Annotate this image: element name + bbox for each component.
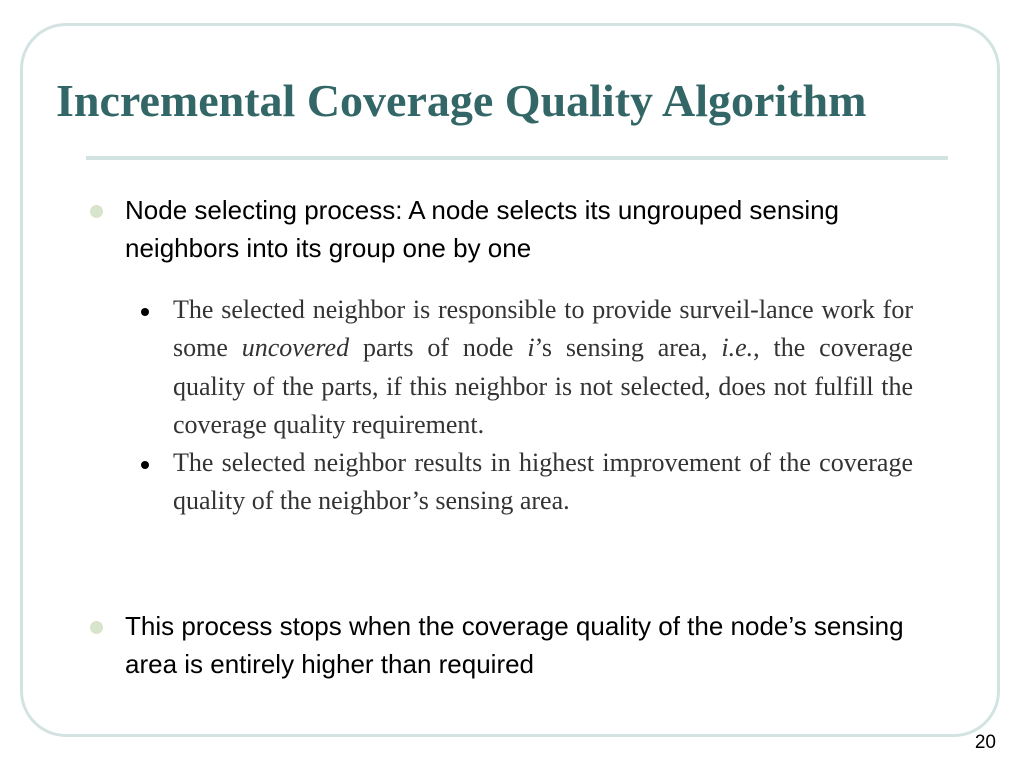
sub-bullet-1-text-a: The selected neighbor is responsible to provide surveil-lance work for some bbox=[173, 295, 913, 363]
slide-title: Incremental Coverage Quality Algorithm bbox=[56, 75, 867, 126]
sub-bullet-1-text-b: parts of node bbox=[349, 333, 528, 363]
sub-bullet-dot-icon bbox=[141, 308, 149, 316]
sub-bullet-1-text-d: , the coverage quality of the parts, if this neighbor is not selected, does not fulfill the coverage quality requirement. bbox=[173, 333, 913, 439]
page-number: 20 bbox=[974, 732, 996, 753]
sub-bullet-2-text: The selected neighbor results in highest improvement of the coverage quality of the neighbor’s sensing area. bbox=[173, 448, 913, 516]
sub-bullet-dot-icon bbox=[141, 461, 149, 469]
bullet-process-stops: This process stops when the coverage quality of the node’s sensing area is entirely higher than required bbox=[125, 611, 904, 679]
sub-bullet-improvement bbox=[140, 444, 913, 521]
title-divider bbox=[86, 156, 948, 160]
bullet-node-selecting: Node selecting process: A node selects its ungrouped sensing neighbors into its group one by one bbox=[125, 195, 840, 263]
sub-bullet-responsibility bbox=[140, 291, 913, 444]
bullet-dot-icon bbox=[90, 205, 103, 218]
sub-bullet-1-em-uncovered: uncovered bbox=[241, 333, 350, 363]
bullet-dot-icon bbox=[90, 621, 103, 634]
sub-bullet-1-em-i: i bbox=[527, 333, 535, 363]
embedded-sub-list bbox=[140, 291, 920, 521]
sub-bullet-1-em-ie: i.e. bbox=[721, 333, 754, 363]
sub-bullet-1-text-c: ’s sensing area, bbox=[534, 333, 722, 363]
